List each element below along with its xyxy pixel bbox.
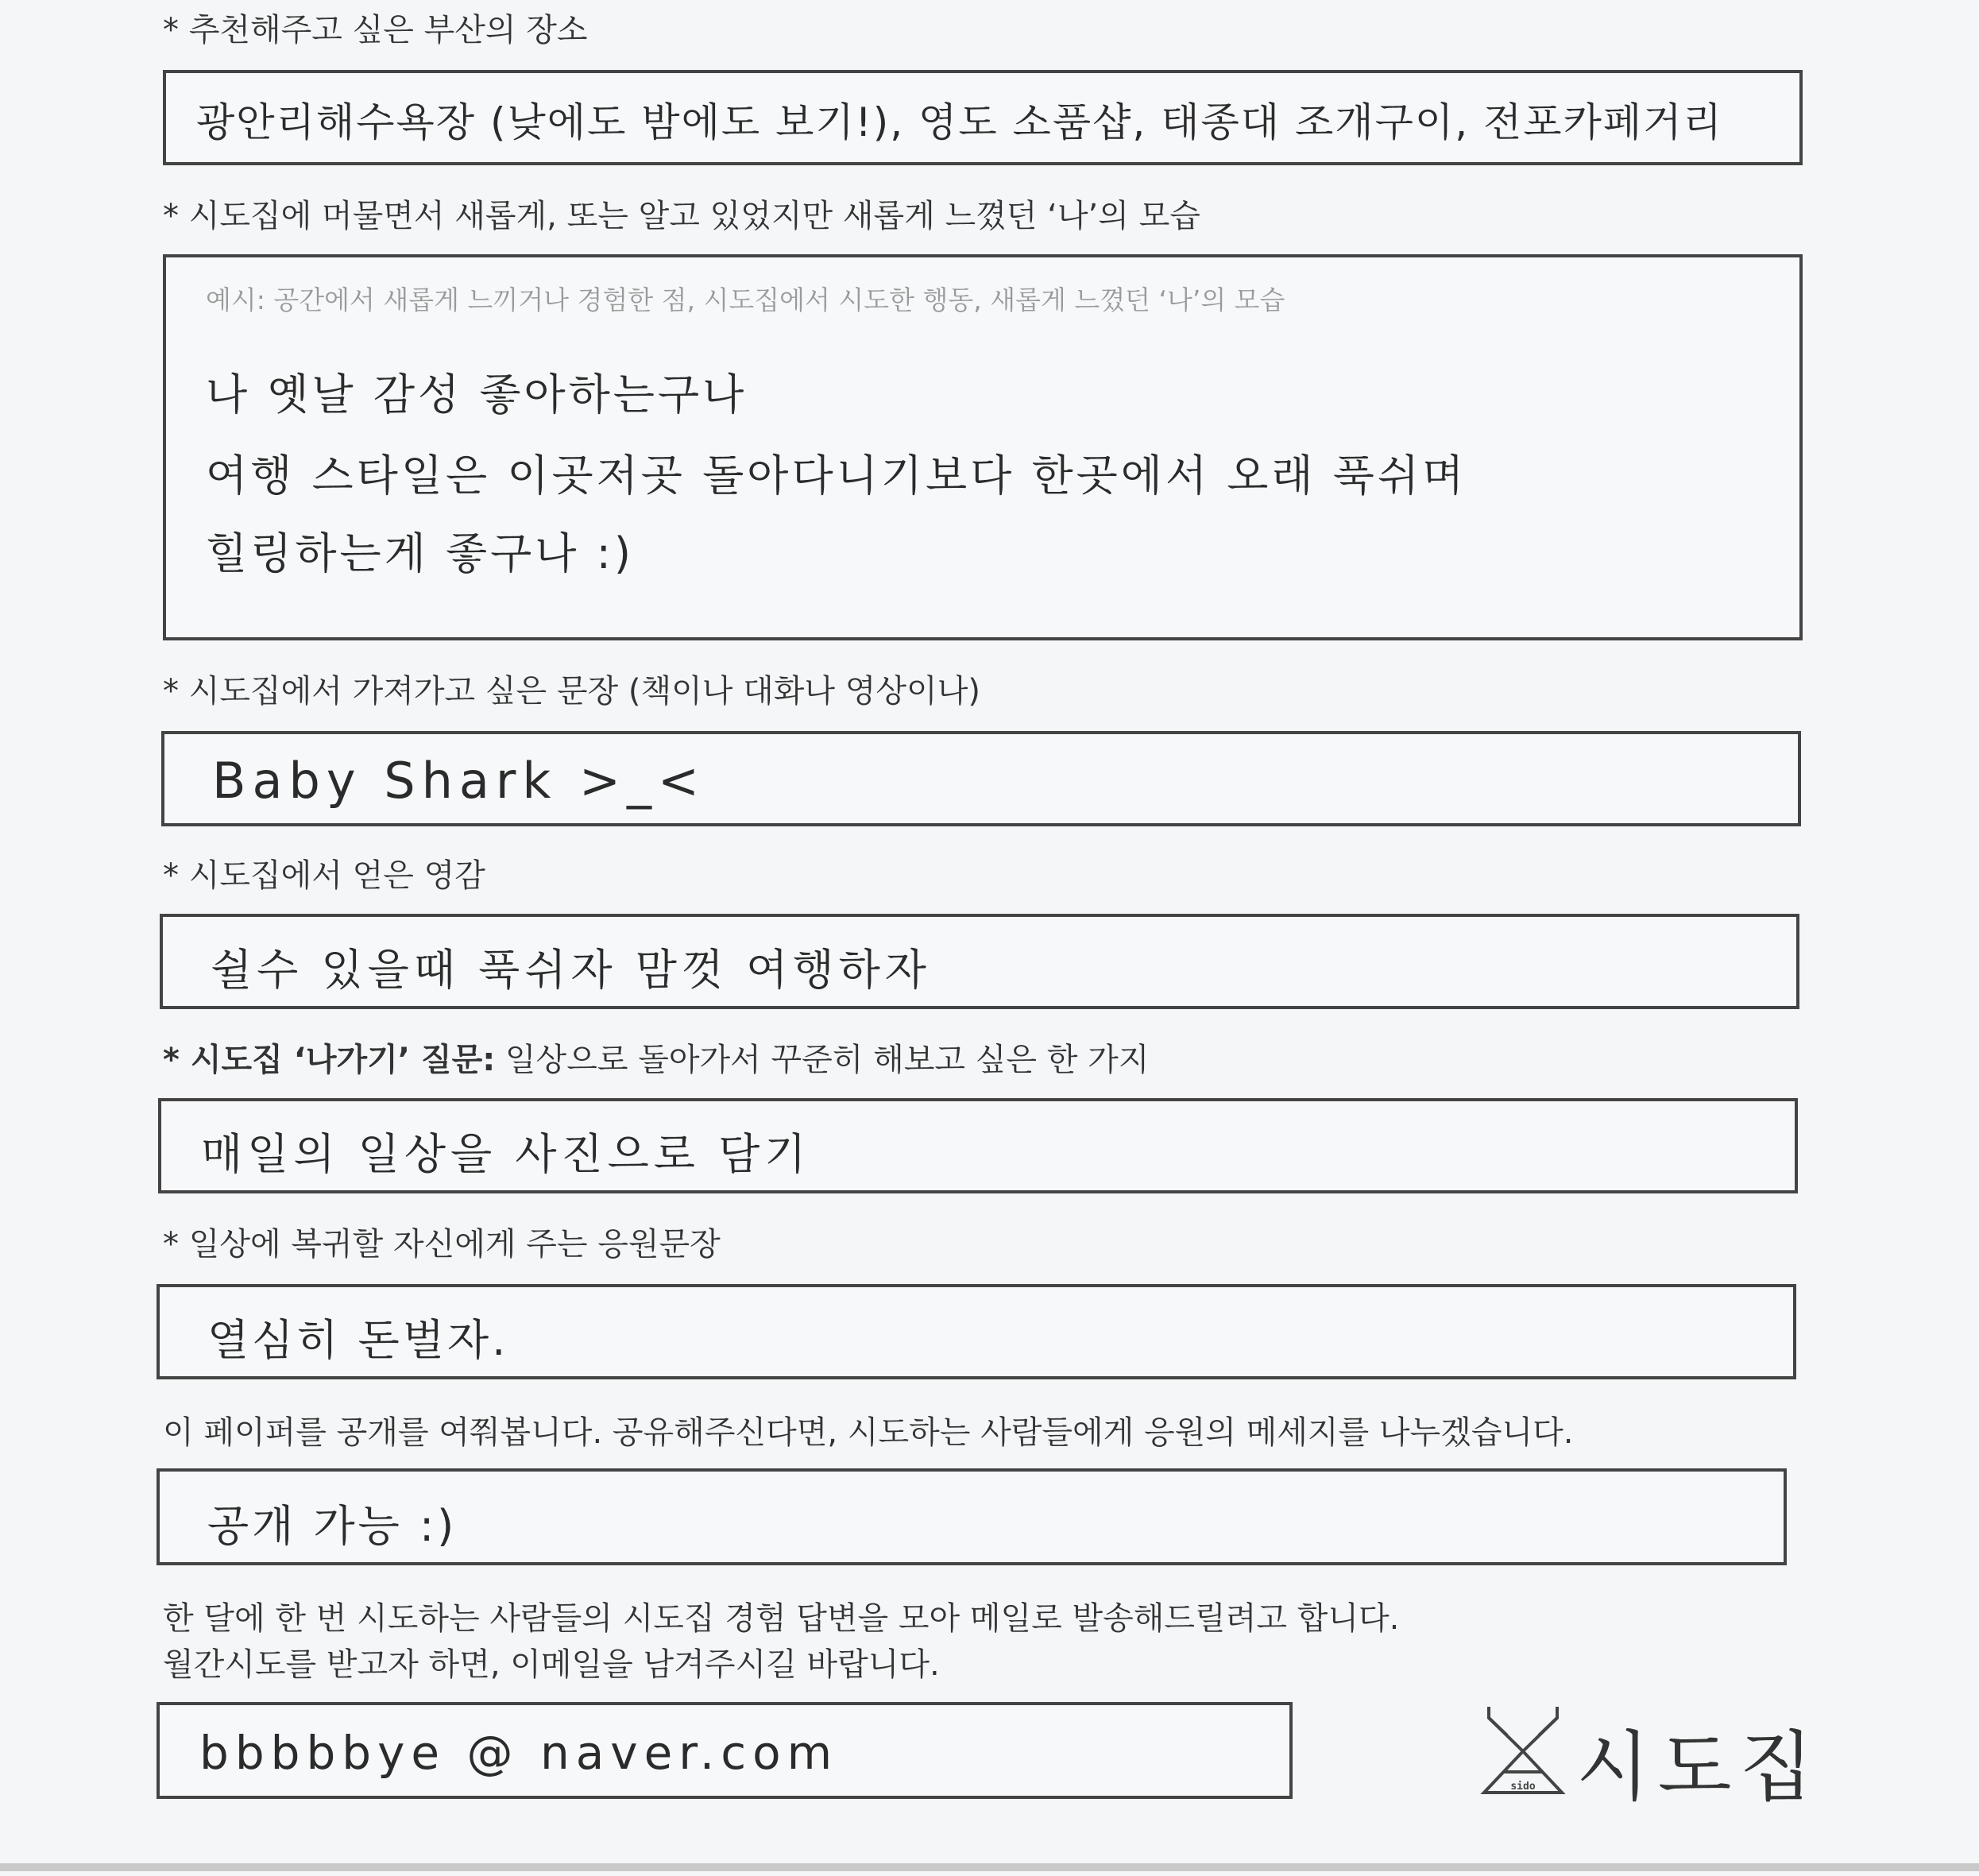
question-exit-text: 일상으로 돌아가서 꾸준히 해보고 싶은 한 가지	[495, 1042, 1150, 1078]
answer-box-email	[157, 1702, 1293, 1799]
question-recommend-place: * 추천해주고 싶은 부산의 장소	[163, 12, 588, 48]
answer-new-self-line2: 여행 스타일은 이곳저곳 돌아다니기보다 한곳에서 오래 푹쉬며	[206, 451, 1467, 501]
answer-exit: 매일의 일상을 사진으로 담기	[201, 1129, 811, 1179]
sido-logo-text: 시도집	[1576, 1723, 1822, 1812]
question-exit-label: * 시도집 ‘나가기’ 질문:	[163, 1042, 496, 1078]
answer-box-cheer	[157, 1284, 1796, 1379]
answer-share: 공개 가능 :)	[207, 1501, 458, 1551]
question-exit	[163, 1041, 1149, 1079]
answer-cheer: 열심히 돈벌자.	[207, 1315, 509, 1365]
answer-inspiration: 쉴수 있을때 푹쉬자 맘껏 여행하자	[211, 945, 931, 995]
answer-box-inspiration	[160, 914, 1799, 1009]
question-email-line2: 월간시도를 받고자 하면, 이메일을 남겨주시길 바랍니다.	[163, 1646, 940, 1683]
answer-box-new-self	[163, 254, 1803, 640]
answer-recommend-place: 광안리해수욕장 (낮에도 밤에도 보기!), 영도 소품샵, 태종대 조개구이, 전포카페거리	[196, 99, 1723, 145]
question-share: 이 페이퍼를 공개를 여쭤봅니다. 공유해주신다면, 시도하는 사람들에게 응원의 메세지를 나누겠습니다.	[163, 1414, 1574, 1451]
answer-new-self-line3: 힐링하는게 좋구나 :)	[206, 528, 634, 578]
sido-logo-sub: sido	[1510, 1781, 1536, 1793]
answer-sentence: Baby Shark >_<	[212, 752, 705, 810]
answer-box-sentence	[161, 731, 1801, 826]
scan-edge	[0, 1863, 1979, 1871]
sido-logo-icon	[1479, 1704, 1567, 1799]
question-inspiration: * 시도집에서 얻은 영감	[163, 857, 485, 894]
answer-box-exit	[158, 1098, 1798, 1193]
question-sentence: * 시도집에서 가져가고 싶은 문장 (책이나 대화나 영상이나)	[163, 673, 980, 710]
question-cheer: * 일상에 복귀할 자신에게 주는 응원문장	[163, 1226, 721, 1263]
sido-logo	[1479, 1700, 1924, 1812]
question-email-line1: 한 달에 한 번 시도하는 사람들의 시도집 경험 답변을 모아 메일로 발송해드릴려고 합니다.	[163, 1600, 1400, 1637]
answer-box-share	[157, 1468, 1787, 1565]
example-hint: 예시: 공간에서 새롭게 느끼거나 경험한 점, 시도집에서 시도한 행동, 새롭게 느꼈던 ‘나’의 모습	[206, 284, 1285, 315]
answer-new-self-line1: 나 옛날 감성 좋아하는구나	[206, 369, 748, 420]
answer-email: bbbbbye @ naver.com	[199, 1726, 839, 1780]
answer-box-recommend-place	[163, 70, 1803, 165]
question-new-self: * 시도집에 머물면서 새롭게, 또는 알고 있었지만 새롭게 느꼈던 ‘나’의 모습	[163, 198, 1200, 234]
